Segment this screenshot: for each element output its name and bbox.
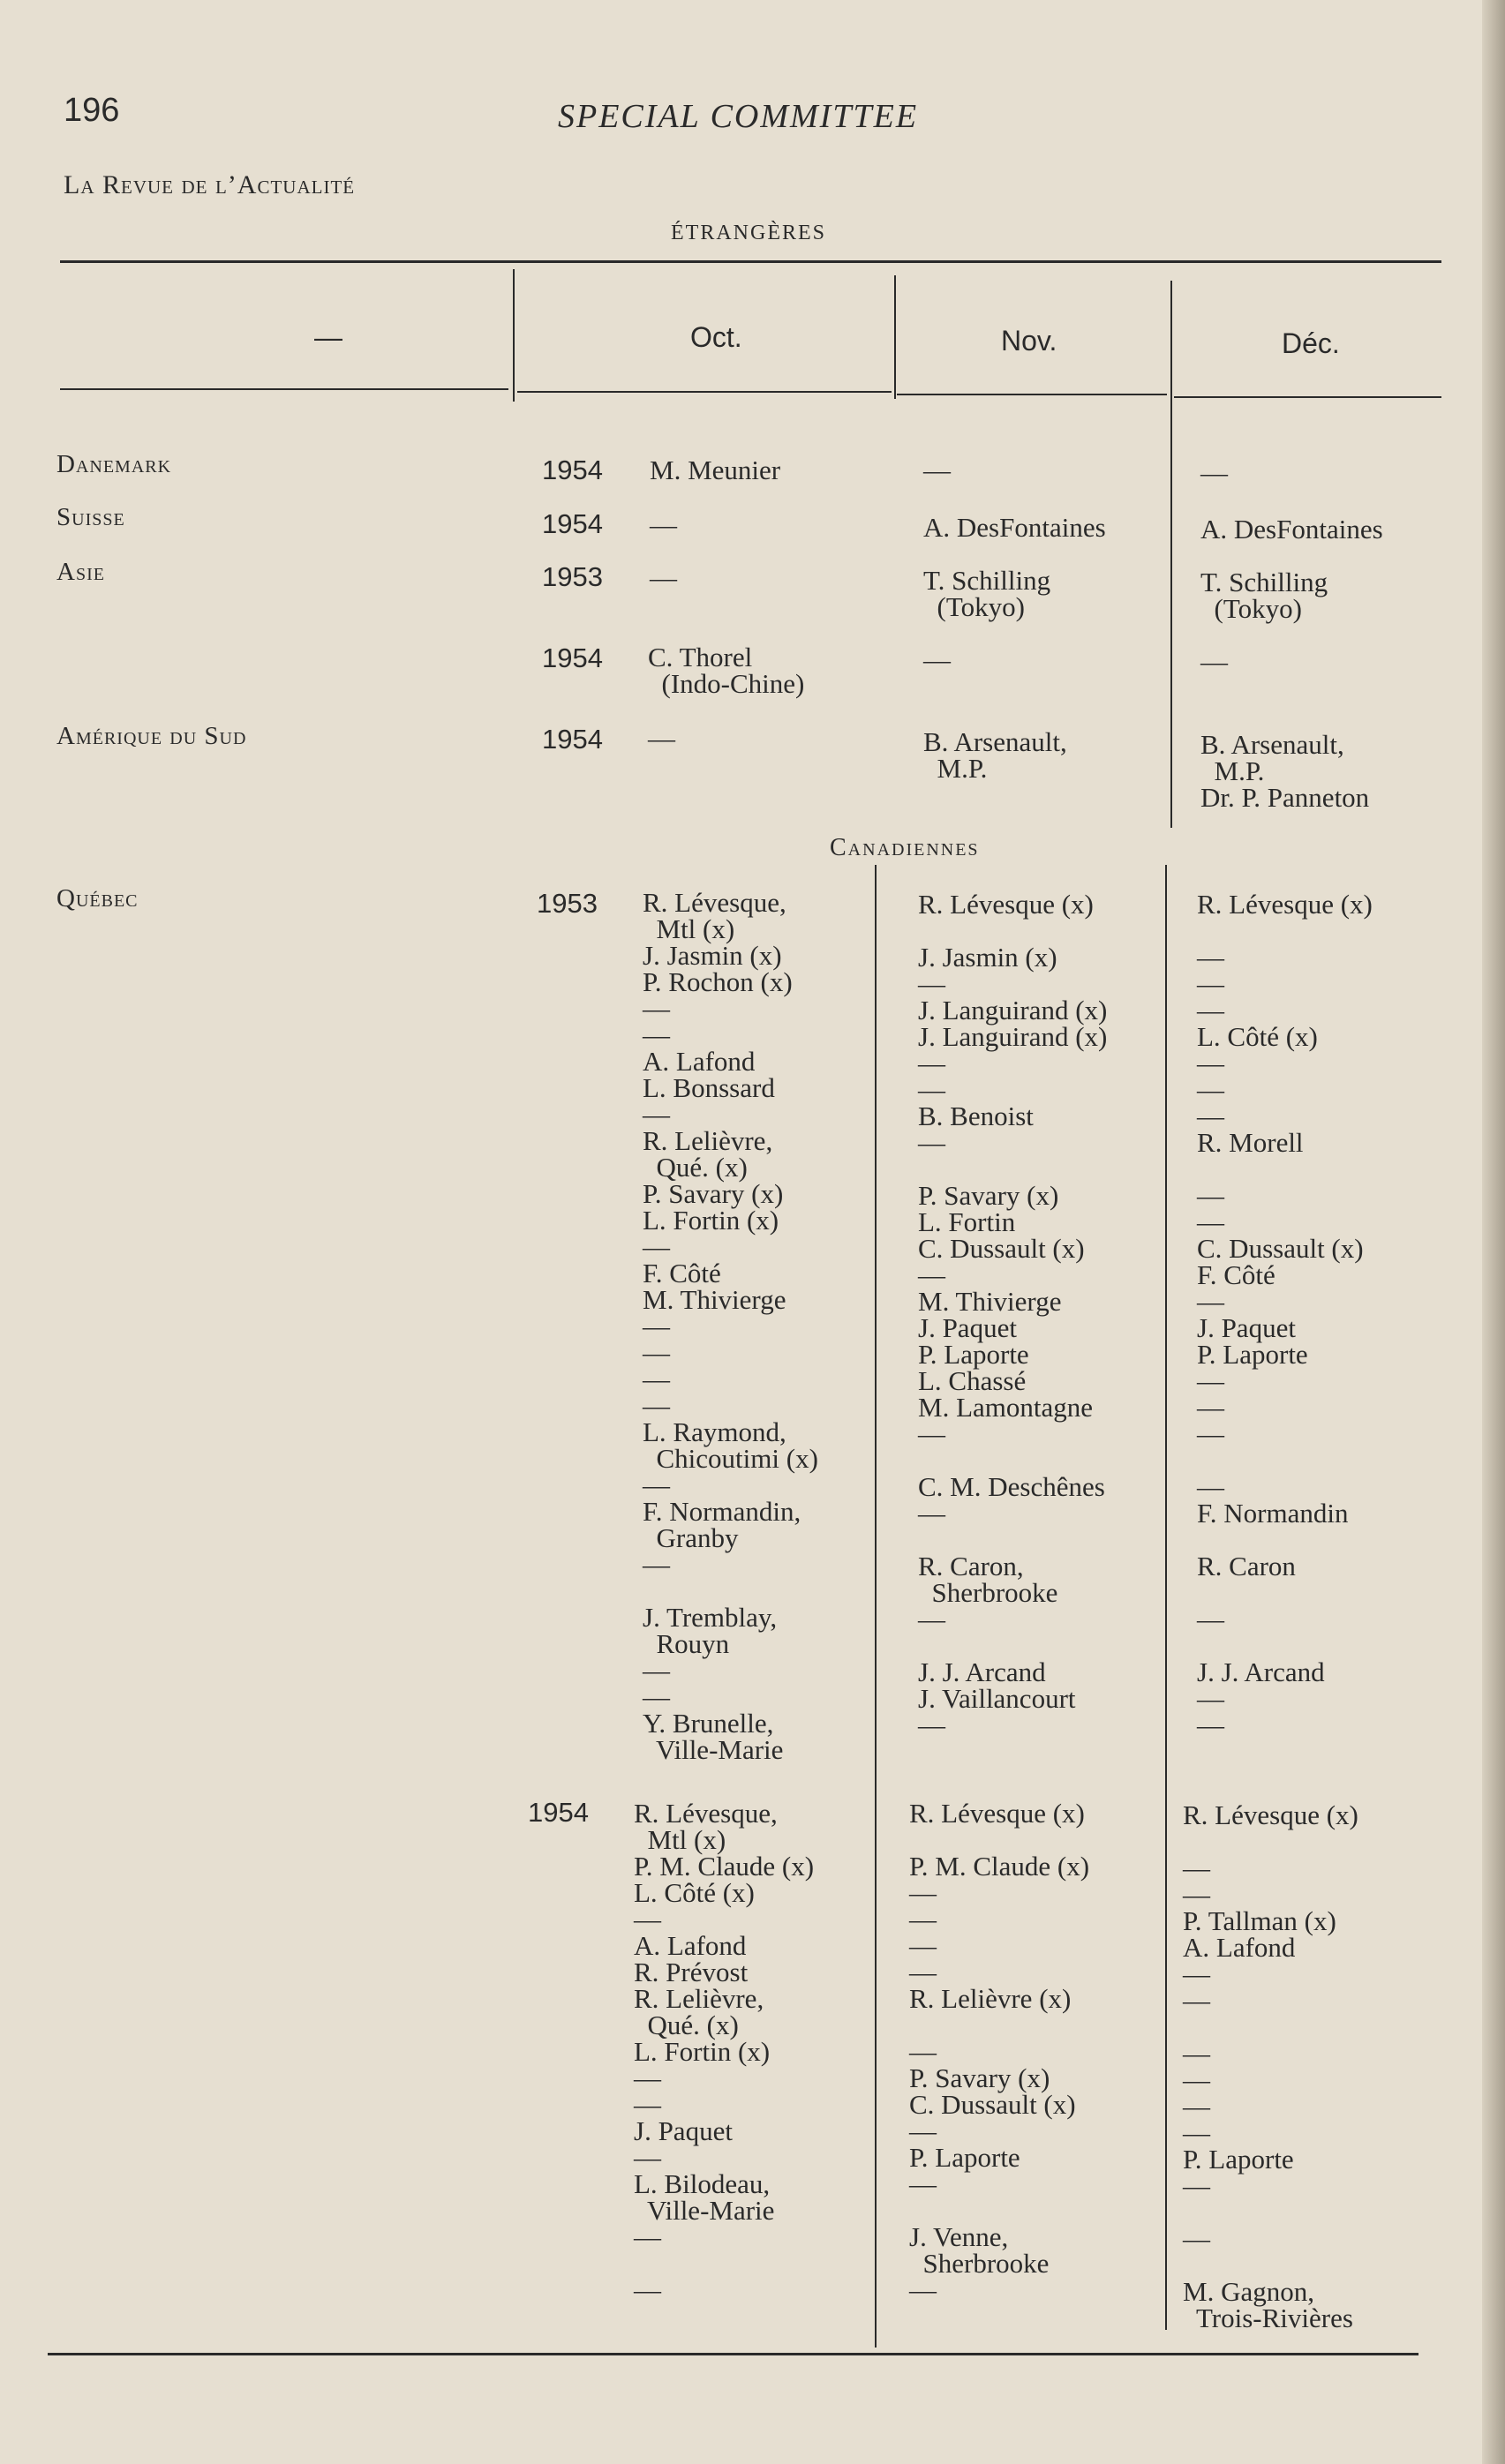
nov-cell: A. DesFontaines: [923, 512, 1106, 543]
year-label: 1954: [528, 1797, 589, 1828]
nov-cell: —: [923, 644, 951, 675]
dec-cell: B. Arsenault, M.P. Dr. P. Panneton: [1200, 729, 1370, 813]
column-divider-5: [1165, 865, 1167, 2330]
page-edge-shadow: [1482, 0, 1505, 2464]
nov-cell: —: [923, 454, 951, 485]
table-top-rule: [60, 260, 1441, 263]
year-label: 1954: [542, 724, 603, 755]
header-bottom-rule-oct: [517, 391, 892, 393]
dec-cell: A. DesFontaines: [1200, 514, 1383, 545]
dec-cell: —: [1200, 646, 1228, 677]
nov-cell: R. Lévesque (x) P. M. Claude (x) — — — — R. Lelièvre (x) — P. Savary (x) C. Dussault (x) — P. Laporte — J. Venne, Sherbrooke —: [909, 1798, 1090, 2305]
subsection-etrangeres: ÉTRANGÈRES: [671, 222, 826, 244]
nov-cell: B. Arsenault, M.P.: [923, 726, 1067, 784]
oct-cell: R. Lévesque, Mtl (x) P. M. Claude (x) L. Côté (x) — A. Lafond R. Prévost R. Lelièvre, Qué. (x) L. Fortin (x) — — J. Paquet — L. Bilodeau, Ville-Marie — —: [634, 1798, 815, 2305]
year-label: 1953: [537, 888, 598, 919]
oct-cell: —: [650, 562, 677, 593]
column-divider-4: [875, 865, 877, 2348]
column-header-nov: Nov.: [1001, 325, 1057, 357]
running-title: SPECIAL COMMITTEE: [558, 98, 919, 135]
oct-cell: —: [648, 723, 675, 754]
year-label: 1954: [542, 642, 603, 673]
year-label: 1954: [542, 508, 603, 539]
subsection-canadiennes: Canadiennes: [830, 834, 980, 861]
country-label: Québec: [56, 884, 139, 913]
header-bottom-rule-nov: [897, 394, 1167, 395]
section-title: La Revue de l’Actualité: [64, 170, 356, 199]
oct-cell: C. Thorel (Indo-Chine): [648, 642, 805, 699]
header-bottom-rule-left: [60, 388, 508, 390]
country-label: Danemark: [56, 450, 172, 478]
oct-cell: R. Lévesque, Mtl (x) J. Jasmin (x) P. Rochon (x) — — A. Lafond L. Bonssard — R. Lelièvre, Qué. (x) P. Savary (x) L. Fortin (x) — F. Côté M. Thivierge — — — — L. Raymond, Chicoutimi (x) — F. Normandin, Granby — J. Tremblay, Rouyn — — Y. Brunelle, Ville-Marie: [643, 887, 818, 1765]
country-label: Suisse: [56, 503, 125, 531]
nov-cell: T. Schilling (Tokyo): [923, 565, 1051, 622]
country-label: Asie: [56, 558, 105, 586]
oct-cell: —: [650, 509, 677, 540]
column-divider-1: [513, 269, 515, 402]
nov-cell: R. Lévesque (x) J. Jasmin (x) — J. Languirand (x) J. Languirand (x) — — B. Benoist — P. Savary (x) L. Fortin C. Dussault (x) — M. Thivierge J. Paquet P. Laporte L. Chassé M. Lamontagne — C. M. Deschênes — R. Caron, Sherbrooke — J. J. Arcand J. Vaillancourt —: [918, 889, 1108, 1740]
country-label: Amérique du Sud: [56, 722, 247, 750]
header-bottom-rule-dec: [1174, 396, 1441, 398]
year-label: 1954: [542, 454, 603, 485]
column-divider-2: [894, 275, 896, 399]
dec-cell: R. Lévesque (x) — — P. Tallman (x) A. Lafond — — — — — — P. Laporte — — M. Gagnon, Trois-Rivières: [1183, 1799, 1358, 2333]
column-header-dec: Déc.: [1282, 327, 1340, 359]
year-label: 1953: [542, 561, 603, 592]
dec-cell: R. Lévesque (x) — — — L. Côté (x) — — — R. Morell — — C. Dussault (x) F. Côté — J. Paquet P. Laporte — — — — F. Normandin R. Caron — J. J. Arcand — —: [1197, 889, 1373, 1740]
table-bottom-rule: [48, 2353, 1418, 2355]
column-header-oct: Oct.: [690, 321, 742, 353]
dec-cell: —: [1200, 457, 1228, 488]
oct-cell: M. Meunier: [650, 454, 781, 485]
page-number: 196: [64, 92, 120, 129]
column-divider-3: [1170, 281, 1172, 828]
column-header-dash: —: [314, 321, 342, 353]
dec-cell: T. Schilling (Tokyo): [1200, 567, 1328, 624]
